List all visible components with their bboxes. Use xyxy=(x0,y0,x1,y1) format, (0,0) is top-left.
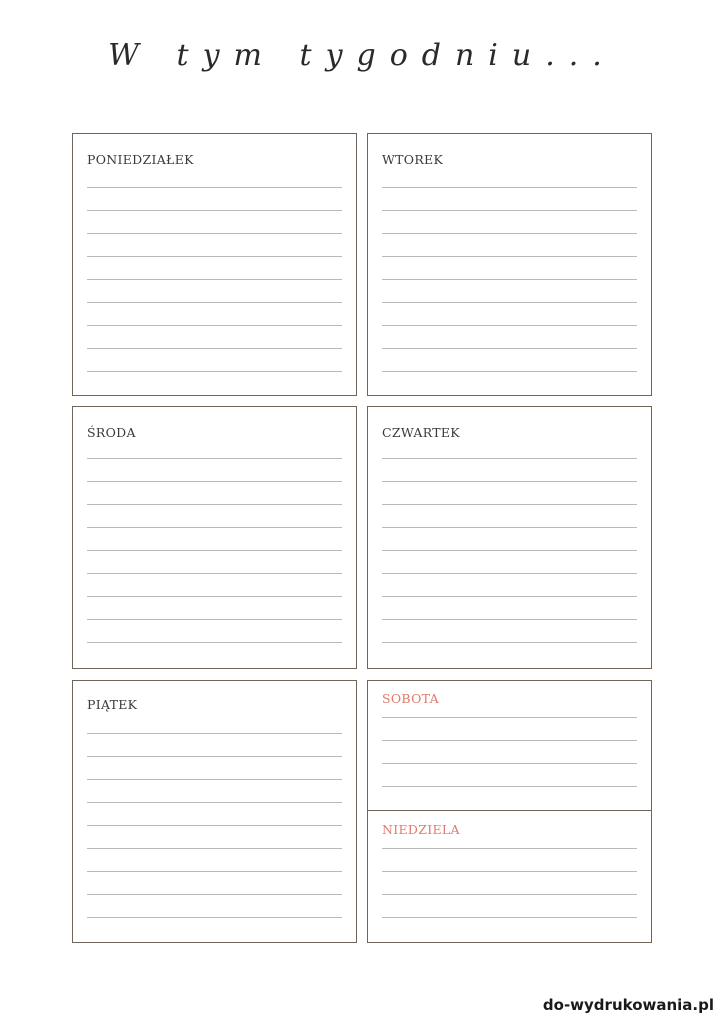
writing-line xyxy=(87,871,342,872)
writing-line xyxy=(382,481,637,482)
writing-line xyxy=(382,279,637,280)
page-title: W tym tygodniu... xyxy=(108,38,616,73)
writing-line xyxy=(87,848,342,849)
writing-line xyxy=(382,786,637,787)
writing-line xyxy=(87,233,342,234)
writing-line xyxy=(87,573,342,574)
weekend-divider xyxy=(368,810,651,811)
writing-line xyxy=(87,596,342,597)
day-box-tuesday xyxy=(367,133,652,396)
writing-line xyxy=(87,504,342,505)
writing-line xyxy=(382,642,637,643)
writing-line xyxy=(382,325,637,326)
writing-line xyxy=(87,279,342,280)
footer-site-label: do-wydrukowania.pl xyxy=(542,996,714,1014)
writing-line xyxy=(382,348,637,349)
writing-line xyxy=(382,210,637,211)
writing-line xyxy=(382,256,637,257)
writing-line xyxy=(87,894,342,895)
writing-line xyxy=(382,717,637,718)
day-label-monday: PONIEDZIAŁEK xyxy=(87,152,194,167)
day-box-thursday xyxy=(367,406,652,669)
writing-line xyxy=(382,458,637,459)
writing-line xyxy=(382,894,637,895)
day-box-friday xyxy=(72,680,357,943)
writing-line xyxy=(382,302,637,303)
writing-line xyxy=(87,642,342,643)
writing-line xyxy=(87,348,342,349)
writing-line xyxy=(87,779,342,780)
writing-line xyxy=(87,458,342,459)
writing-line xyxy=(382,187,637,188)
writing-line xyxy=(382,596,637,597)
writing-line xyxy=(87,756,342,757)
writing-line xyxy=(87,733,342,734)
writing-line xyxy=(382,573,637,574)
day-label-saturday: SOBOTA xyxy=(382,691,439,706)
writing-line xyxy=(87,619,342,620)
day-label-wednesday: ŚRODA xyxy=(87,425,136,440)
writing-line xyxy=(382,848,637,849)
writing-line xyxy=(87,302,342,303)
day-label-friday: PIĄTEK xyxy=(87,697,138,712)
day-label-thursday: CZWARTEK xyxy=(382,425,460,440)
writing-line xyxy=(87,527,342,528)
writing-line xyxy=(87,256,342,257)
writing-line xyxy=(87,371,342,372)
writing-line xyxy=(382,371,637,372)
writing-line xyxy=(87,825,342,826)
writing-line xyxy=(87,802,342,803)
writing-line xyxy=(87,550,342,551)
writing-line xyxy=(382,871,637,872)
writing-line xyxy=(87,917,342,918)
writing-line xyxy=(382,550,637,551)
writing-line xyxy=(382,763,637,764)
writing-line xyxy=(382,619,637,620)
day-box-weekend xyxy=(367,680,652,943)
day-box-wednesday xyxy=(72,406,357,669)
day-label-sunday: NIEDZIELA xyxy=(382,822,460,837)
writing-line xyxy=(382,504,637,505)
writing-line xyxy=(382,527,637,528)
writing-line xyxy=(382,917,637,918)
writing-line xyxy=(87,210,342,211)
day-label-tuesday: WTOREK xyxy=(382,152,444,167)
writing-line xyxy=(87,481,342,482)
writing-line xyxy=(87,325,342,326)
writing-line xyxy=(87,187,342,188)
day-box-monday xyxy=(72,133,357,396)
writing-line xyxy=(382,740,637,741)
writing-line xyxy=(382,233,637,234)
